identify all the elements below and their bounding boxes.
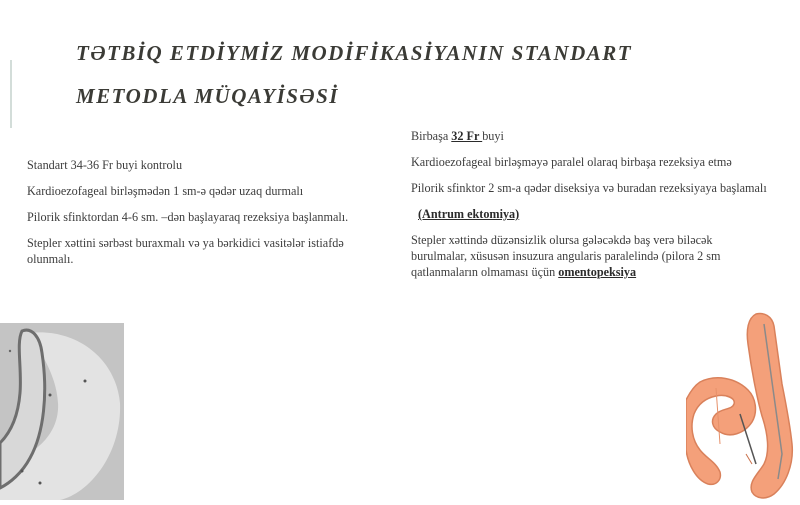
standard-bougie-text: Standart 34-36 Fr buyi kontrolu xyxy=(27,158,183,172)
modified-bougie-text xyxy=(411,128,800,144)
standard-pylorus-start-text: Pilorik sfinktordan 4-6 sm. –dən başlayaraq rezeksiya başlanmalı. xyxy=(27,210,349,224)
antrum-ectomy-text xyxy=(418,206,800,222)
page-title-line-1: TƏTBİQ ETDİYMİZ MODİFİKASİYANIN STANDART xyxy=(76,41,633,65)
omentopexy-highlight: omentopeksiya xyxy=(558,265,637,279)
standard-staple-line-text: Stepler xəttini sərbəst buraxmalı və ya bərkidici vasitələr istiafdə olunmalı. xyxy=(27,236,344,266)
staple-line-text-3: qatlanmaların olmaması üçün xyxy=(411,265,559,279)
modified-gej-text: Kardioezofageal birləşməyə paralel olaraq birbaşa rezeksiya etmə xyxy=(411,155,732,169)
modified-bougie-highlight: 32 Fr xyxy=(451,129,483,143)
modified-bougie-prefix: Birbaşa xyxy=(411,129,452,143)
standard-method-column xyxy=(27,157,372,277)
sleeve-gastrectomy-diagram-icon xyxy=(0,323,124,500)
accent-line xyxy=(10,60,12,128)
modified-pylorus-text: Pilorik sfinktor 2 sm-a qədər diseksiya və buradan rezeksiyaya başlamalı xyxy=(411,181,767,195)
page-title-line-2: METODLA MÜQAYİSƏSİ xyxy=(76,84,339,108)
staple-line-text-1: Stepler xəttində düzənsizlik olursa gələcəkdə baş verə biləcək xyxy=(411,233,713,247)
modified-method-column xyxy=(411,128,800,290)
staple-line-text-2: burulmalar, xüsusən insuzura angularis paralelində (pilora 2 sm xyxy=(411,249,721,263)
standard-gej-distance-text: Kardioezofageal birləşmədən 1 sm-ə qədər uzaq durmalı xyxy=(27,184,304,198)
antrum-ectomy-highlight: (Antrum ektomiya) xyxy=(418,207,520,221)
modified-bougie-suffix: buyi xyxy=(482,129,504,143)
page-title xyxy=(76,32,776,118)
stomach-anatomy-illustration-icon xyxy=(686,304,800,500)
modified-staple-line-text xyxy=(411,232,800,280)
